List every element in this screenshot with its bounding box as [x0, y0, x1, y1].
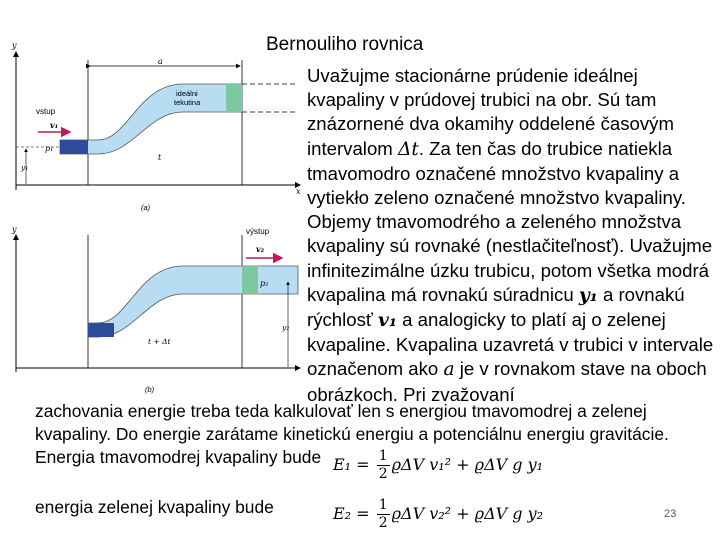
equation-e2 [333, 497, 543, 532]
interval-a-label: a [158, 57, 163, 66]
v1-label: v₁ [50, 120, 59, 130]
equation-e1 [333, 448, 543, 483]
e2-rhs: ϱΔV v₂² + ϱΔV g y₂ [391, 504, 544, 523]
fluid-label-1: ideálni [176, 89, 198, 98]
para1-part5: je v rovnakom stave na oboch obrázkoch. Pri zvažovaní [307, 358, 707, 405]
y-label-b: y [12, 225, 17, 234]
a-symbol: a [443, 359, 455, 381]
dark-blue-fluid-b [88, 323, 114, 337]
green-energy-label: energia zelenej kvapaliny bude [35, 497, 274, 517]
y-label-a: y [12, 41, 17, 50]
dark-blue-fluid-a [60, 140, 88, 154]
slide-title: Bernouliho rovnica [266, 34, 424, 55]
flow-tube-figure [8, 40, 308, 395]
paragraph-energy: zachovania energie treba teda kalkulovať len s energiou tmavomodrej a zelenej kvapaliny. Do energie zarátame kinetickú energiu a potenciálnu energiu gravitácie. Energia tmavomodrej kvapaliny bude [35, 401, 669, 467]
e1-rhs: ϱΔV v₁² + ϱΔV g y₁ [391, 455, 544, 474]
e2-lhs: E₂ = [333, 504, 370, 523]
time-t-label: t [158, 153, 162, 162]
p2-label: p₂ [260, 279, 269, 288]
caption-a: (a) [141, 203, 151, 212]
time-tdt-label: t + Δt [148, 337, 171, 346]
e1-fraction: $\frac{1}{2}$ [378, 448, 388, 482]
para1-part2: . Za ten čas do trubice natiekla tmavomodro označené množstvo kvapaliny a vytiekło zeleno označené množstvo kvapaliny. Objemy tmavomodrého a zeleného množstva kvapaliny sú rovnaké (nestlačiteľnosť). Uvažujme infinitezimálne úzku trubicu, potom všetka modrá kvapalina má rovnakú súradnicu [307, 137, 713, 305]
outlet-label: výstup [246, 227, 270, 236]
p1-label: p₁ [45, 144, 54, 153]
caption-b: (b) [145, 385, 155, 394]
delta-t-symbol: Δt [397, 138, 419, 160]
page-number: 23 [664, 508, 677, 520]
green-fluid-b [242, 266, 258, 294]
inlet-label: vstup [36, 107, 56, 116]
y1-symbol: y₁ [578, 284, 598, 306]
e2-fraction: $\frac{1}{2}$ [378, 497, 388, 531]
para1-part4: a analogicky to platí aj o zelenej kvapaline. Kvapalina uzavretá v trubici v intervale označenom ako [307, 309, 714, 380]
green-fluid-a [226, 84, 242, 112]
fluid-label-2: tekutina [174, 98, 201, 107]
v1-symbol: v₁ [378, 310, 397, 332]
v2-label: v₂ [256, 244, 265, 254]
e1-lhs: E₁ = [333, 455, 370, 474]
y2-label: y₂ [282, 323, 290, 332]
para1-part3: a rovnakú rýchlosť [307, 283, 685, 331]
y1-label: y₁ [21, 163, 29, 172]
para1-part1: Uvažujme stacionárne prúdenie ideálnej kvapaliny v prúdovej trubici na obr. Sú tam znázornené dva okamihy oddelené časovým intervalom [307, 65, 674, 159]
tube-b [88, 266, 298, 337]
x-label-a: x [296, 187, 301, 196]
paragraph-flow-description [307, 64, 717, 407]
